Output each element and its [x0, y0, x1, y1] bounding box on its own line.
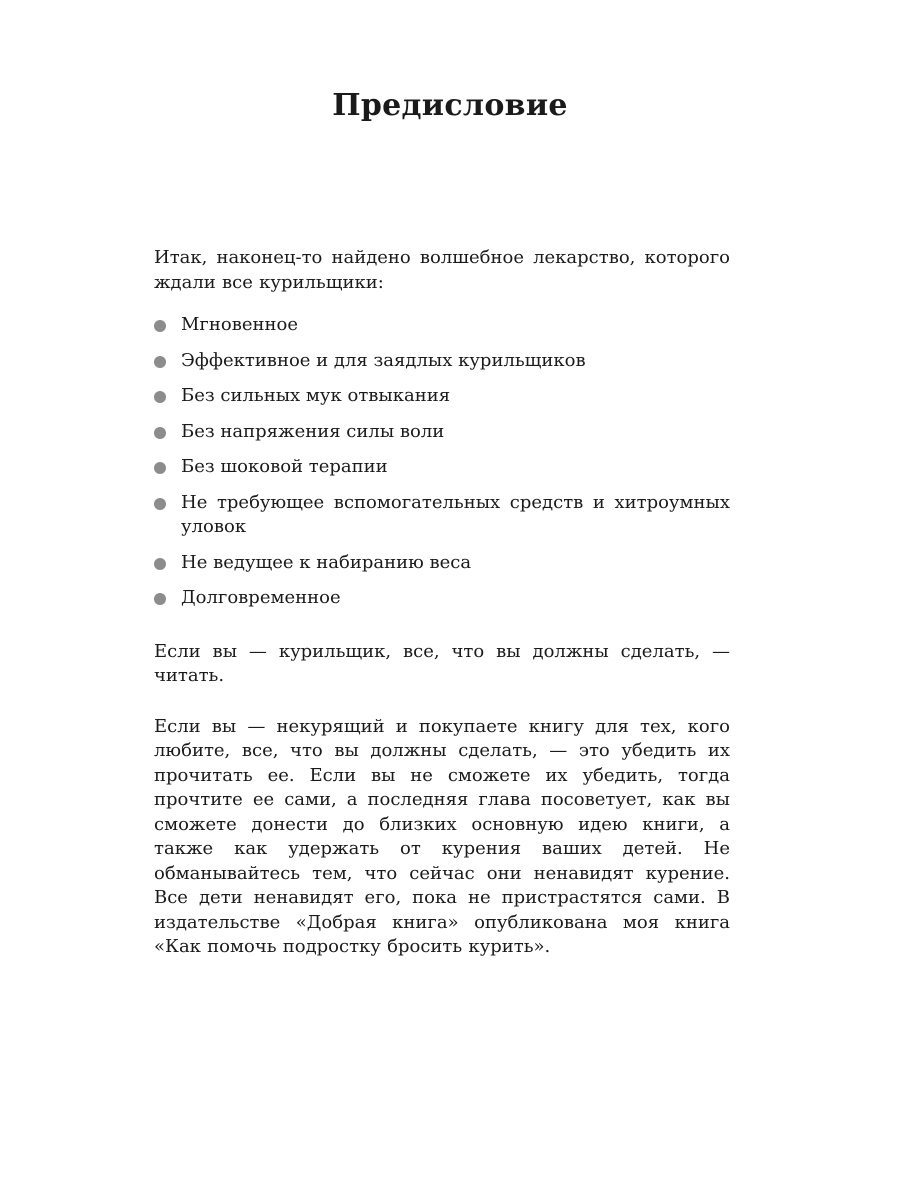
list-item-text: Эффективное и для заядлых курильщиков [181, 349, 586, 371]
bullet-dot-icon [154, 593, 166, 605]
list-item-text: Не ведущее к набиранию веса [181, 551, 472, 573]
list-item [154, 384, 730, 409]
bullet-dot-icon [154, 427, 166, 439]
list-item [154, 551, 730, 576]
list-item-text: Долговременное [181, 587, 341, 608]
bullet-dot-icon [154, 356, 166, 368]
list-item [154, 420, 730, 445]
bullet-dot-icon [154, 391, 166, 403]
list-item [154, 455, 730, 480]
bullet-dot-icon [154, 462, 166, 474]
bullet-dot-icon [154, 498, 166, 510]
bullet-dot-icon [154, 320, 166, 332]
list-item-text: Без шоковой терапии [181, 456, 388, 477]
smoker-paragraph: Если вы — курильщик, все, что вы должны сделать, — читать. [154, 640, 730, 686]
list-item-text: Без напряжения силы воли [181, 420, 445, 442]
benefits-list [154, 313, 730, 611]
page-title: Предисловие [332, 88, 568, 123]
page-body [154, 246, 730, 960]
bullet-dot-icon [154, 558, 166, 570]
nonsmoker-paragraph: Если вы — некурящий и покупаете книгу для тех, кого любите, все, что вы должны сделать, — это убедить их прочитать ее. Если вы не сможете их убедить, тогда прочтите ее сами, а последняя глава посоветует, как вы сможете донести до близких основную идею книги, а также как удержать от курения ваших детей. Не обманывайтесь тем, что сейчас они ненавидят курение. Все дети ненавидят его, пока не пристрастятся сами. В издательстве «Добрая книга» опубликована моя книга «Как помочь подростку бросить курить». [154, 715, 730, 957]
list-item [154, 313, 730, 338]
list-item [154, 349, 730, 374]
list-item [154, 586, 730, 611]
list-item-text: Мгновенное [181, 314, 298, 335]
list-item-text: Без сильных мук отвыкания [181, 385, 451, 406]
intro-paragraph: Итак, наконец-то найдено волшебное лекарство, которого ждали все курильщики: [154, 247, 730, 293]
list-item-text: Не требующее вспомогательных средств и хитроумных уловок [181, 491, 730, 537]
list-item [154, 491, 730, 540]
